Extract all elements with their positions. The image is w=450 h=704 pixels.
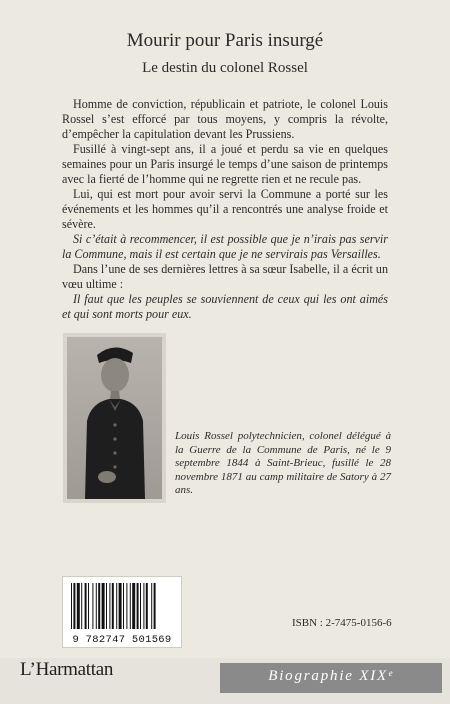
blurb-paragraph-5: Dans l’une de ses dernières lettres à sa sœur Isabelle, il a écrit un vœu ultime : (62, 262, 388, 291)
blurb-quote-2: Il faut que les peuples se souviennent de ceux qui les ont aimés et qui sont morts pour eux. (62, 292, 388, 321)
blurb-paragraph-1: Homme de conviction, républicain et patriote, le colonel Louis Rossel s’est efforcé par tous moyens, y compris la révolte, d’empêcher la capitulation devant les Prussiens. (62, 97, 388, 141)
portrait-figure-icon (67, 337, 162, 499)
barcode-bar (146, 583, 148, 629)
barcode-bar (73, 583, 75, 629)
barcode-bar (154, 583, 156, 629)
blurb-quote-1: Si c’était à recommencer, il est possible que je n’irais pas servir la Commune, mais il est certain que je ne servirais pas Versailles. (62, 232, 388, 261)
portrait-caption: Louis Rossel polytechnicien, colonel délégué à la Guerre de la Commune de Paris, né le 9 septembre 1844 à Saint-Brieuc, fusillé le 28 novembre 1871 au camp militaire de Satory à 27 ans. (175, 430, 391, 496)
barcode-bar (130, 583, 131, 629)
barcode-bar (106, 583, 107, 629)
barcode-bars-icon (63, 577, 181, 633)
blurb-paragraph-3: Lui, qui est mort pour avoir servi la Commune a porté sur les événements et les hommes qu’il a rencontrés une analyse froide et sévère. (62, 187, 388, 231)
barcode-bar (143, 583, 144, 629)
barcode-bar (88, 583, 89, 629)
barcode-bar (151, 583, 152, 629)
collection-banner (220, 663, 442, 693)
barcode-bar (116, 583, 117, 629)
barcode-bar (81, 583, 82, 629)
barcode-bar (123, 583, 124, 629)
barcode-bar (71, 583, 72, 629)
barcode-bar (98, 583, 100, 629)
barcode-bar (137, 583, 139, 629)
blurb-paragraph-2: Fusillé à vingt-sept ans, il a joué et perdu sa vie en quelques semaines pour un Paris insurgé le temps d’une saison de printemps avec la fierté de l’homme qui ne regrette rien et ne recule pas. (62, 142, 388, 186)
barcode-bar (85, 583, 87, 629)
barcode-bar (126, 583, 127, 629)
barcode-bar (102, 583, 105, 629)
barcode-bar (132, 583, 135, 629)
portrait-photo (67, 337, 162, 499)
barcode-bar (92, 583, 93, 629)
blurb-text (62, 97, 388, 322)
portrait-photo-frame (63, 333, 166, 503)
barcode-digits: 9 782747 501569 (72, 634, 172, 646)
barcode-bar (77, 583, 80, 629)
barcode-bar (109, 583, 110, 629)
isbn-number: ISBN : 2-7475-0156-6 (292, 617, 392, 629)
publisher-logo: L’Harmattan (20, 659, 114, 680)
barcode-bar (112, 583, 114, 629)
book-title: Mourir pour Paris insurgé (126, 30, 324, 51)
barcode-bar (119, 583, 122, 629)
book-subtitle: Le destin du colonel Rossel (142, 60, 308, 76)
barcode-bar (96, 583, 97, 629)
collection-name: Biographie XIXᵉ (268, 668, 394, 684)
barcode-bar (140, 583, 141, 629)
barcode (62, 576, 182, 648)
